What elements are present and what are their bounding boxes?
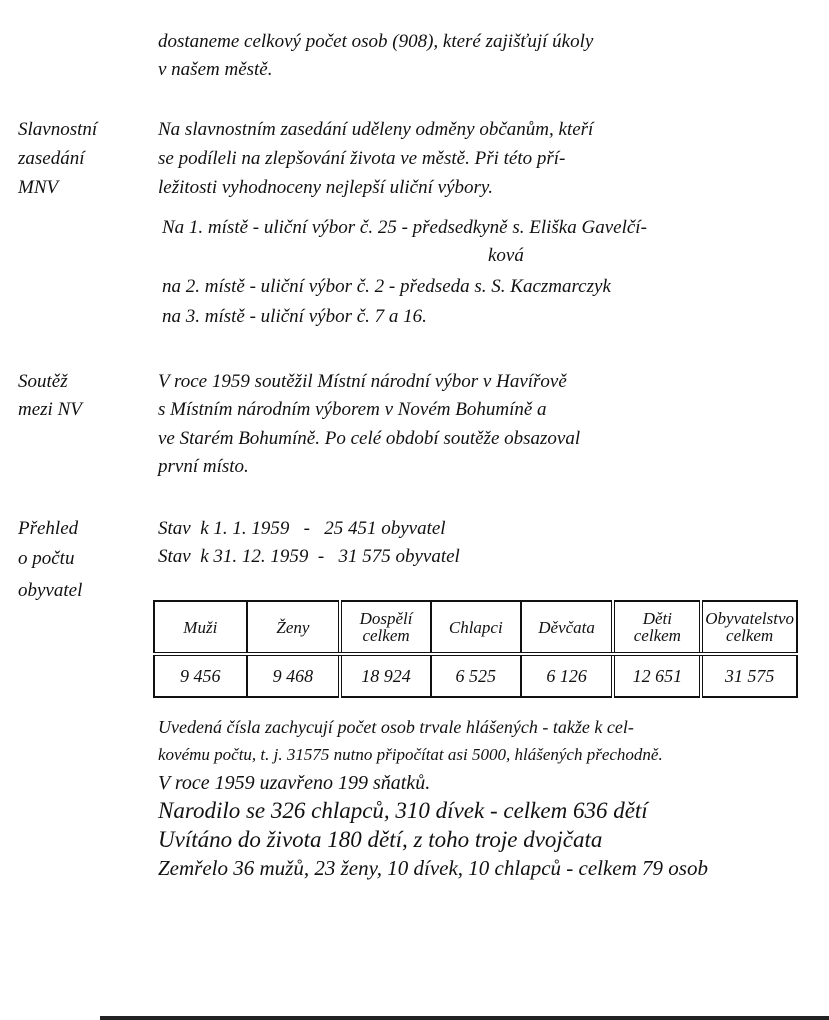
value-cell: 12 651 [613,654,701,697]
margin-label: o počtu [18,548,75,569]
value-cell: 6 525 [431,654,521,697]
text-line: Stav k 1. 1. 1959 - 25 451 obyvatel [158,518,446,539]
header-cell: Muži [154,601,247,654]
margin-label: mezi NV [18,399,82,420]
margin-label: Slavnostní [18,119,98,140]
place-line: ková [488,245,524,266]
text-line: Na slavnostním zasedání uděleny odměny občanům, kteří [158,119,594,140]
text-line: Zemřelo 36 mužů, 23 ženy, 10 dívek, 10 chlapců - celkem 79 osob [158,856,708,880]
header-cell: Chlapci [431,601,521,654]
header-cell: Obyvatelstvo celkem [701,601,797,654]
text-line: Stav k 31. 12. 1959 - 31 575 obyvatel [158,546,460,567]
text-line: se podíleli na zlepšování života ve městě. Při této pří- [158,148,566,169]
value-cell: 6 126 [521,654,614,697]
place-line: Na 1. místě - uliční výbor č. 25 - předsedkyně s. Eliška Gavelčí- [162,217,647,238]
margin-label: zasedání [18,148,85,169]
text-line: V roce 1959 uzavřeno 199 sňatků. [158,772,431,794]
value-cell: 9 456 [154,654,247,697]
text-line: kovému počtu, t. j. 31575 nutno připočítat asi 5000, hlášených přechodně. [158,745,663,764]
table-header-row [154,601,797,654]
margin-label: Soutěž [18,371,68,392]
value-cell: 31 575 [701,654,797,697]
text-line: V roce 1959 soutěžil Místní národní výbor v Havířově [158,371,567,392]
margin-label: Přehled [18,518,79,539]
page-bottom-edge [100,1016,829,1020]
place-line: na 3. místě - uliční výbor č. 7 a 16. [162,306,427,327]
text-line: s Místním národním výborem v Novém Bohumíně a [158,399,547,420]
text-line: Uvítáno do života 180 dětí, z toho troje dvojčata [158,827,603,852]
text-line: dostaneme celkový počet osob (908), které zajišťují úkoly [158,31,594,52]
margin-label: MNV [18,177,59,198]
place-line: na 2. místě - uliční výbor č. 2 - předseda s. S. Kaczmarczyk [162,276,611,297]
text-line: v našem městě. [158,59,273,80]
header-cell: Dospělí celkem [340,601,431,654]
text-line: první místo. [158,456,249,477]
text-line: Uvedená čísla zachycují počet osob trvale hlášených - takže k cel- [158,717,634,737]
text-line: Narodilo se 326 chlapců, 310 dívek - celkem 636 dětí [158,798,648,823]
header-cell: Děti celkem [613,601,701,654]
value-cell: 9 468 [247,654,341,697]
population-table [153,600,798,698]
text-line: ve Starém Bohumíně. Po celé období soutěže obsazoval [158,428,581,449]
value-cell: 18 924 [340,654,431,697]
header-cell: Ženy [247,601,341,654]
margin-label: obyvatel [18,580,83,601]
header-cell: Děvčata [521,601,614,654]
text-line: ležitosti vyhodnoceny nejlepší uliční výbory. [158,177,494,198]
table-row [154,654,797,697]
